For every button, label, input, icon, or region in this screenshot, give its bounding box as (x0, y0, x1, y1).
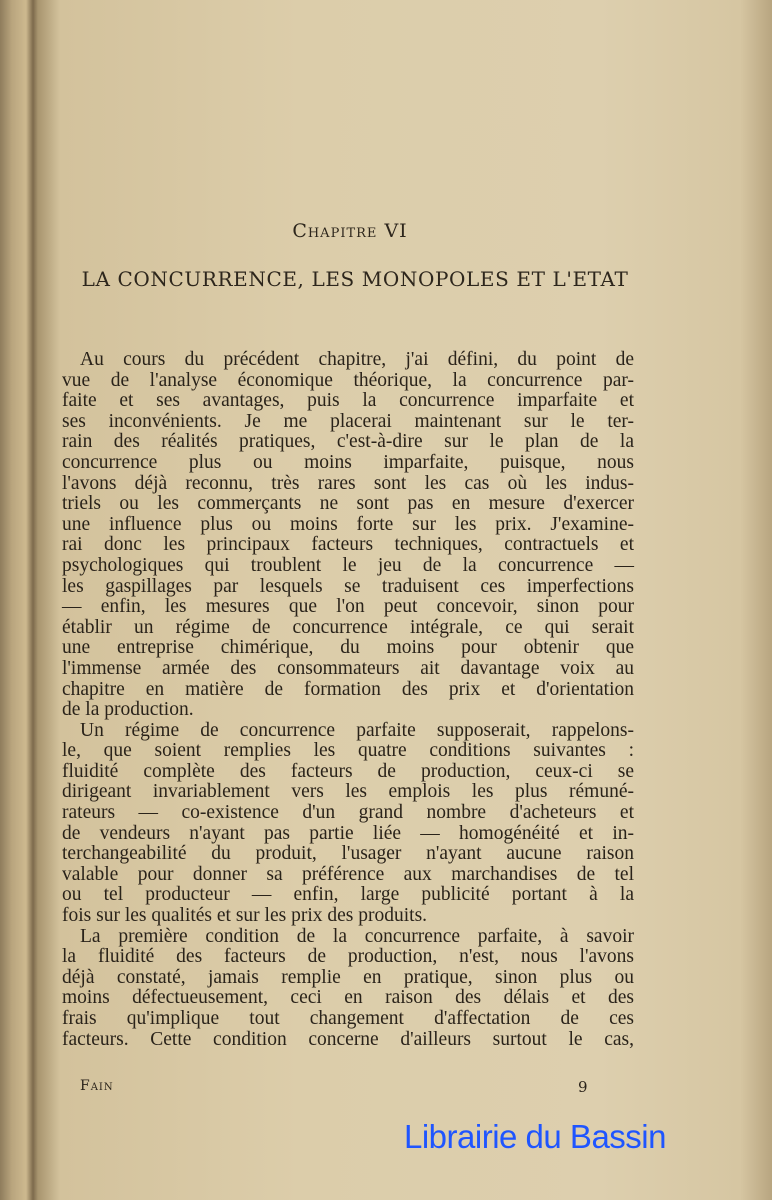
text-line: les gaspillages par lesquels se traduisent ces imperfections (62, 575, 634, 597)
paragraph (62, 927, 634, 1051)
text-line: rain des réalités pratiques, c'est-à-dire sur le plan de la (62, 431, 634, 453)
text-line: — enfin, les mesures que l'on peut concevoir, sinon pour (62, 596, 634, 618)
text-line: l'immense armée des consommateurs ait davantage voix au (62, 657, 634, 679)
text-line: La première condition de la concurrence parfaite, à savoir (80, 925, 634, 947)
text-line: terchangeabilité du produit, l'usager n'ayant aucune raison (62, 843, 634, 865)
text-line: de vendeurs n'ayant pas partie liée — homogénéité et in- (62, 822, 634, 844)
footer-signature: Fain (80, 1078, 114, 1094)
text-line: rai donc les principaux facteurs techniques, contractuels et (62, 534, 634, 556)
text-line: Au cours du précédent chapitre, j'ai défini, du point de (80, 349, 634, 370)
text-line: ou tel producteur — enfin, large publicité portant à la (62, 884, 634, 906)
watermark: Librairie du Bassin (404, 1118, 666, 1155)
paragraph (62, 721, 634, 927)
text-line: vue de l'analyse économique théorique, la concurrence par- (62, 369, 634, 391)
text-line: moins défectueusement, ceci en raison des délais et des (62, 987, 634, 1009)
page-number: 9 (578, 1078, 588, 1096)
chapter-title: LA CONCURRENCE, LES MONOPOLES ET L'ETAT (81, 267, 629, 291)
text-line: la fluidité des facteurs de production, n'est, nous l'avons (62, 946, 634, 968)
text-line: ses inconvénients. Je me placerai maintenant sur le ter- (62, 410, 634, 432)
paragraph (62, 350, 634, 721)
chapter-label: Chapitre VI (292, 220, 408, 242)
text-line: valable pour donner sa préférence aux marchandises de tel (62, 863, 634, 885)
text-line: une entreprise chimérique, du moins pour obtenir que (62, 637, 634, 659)
text-line: facteurs. Cette condition concerne d'ailleurs surtout le cas, (62, 1028, 634, 1050)
text-line: chapitre en matière de formation des prix et d'orientation (62, 678, 634, 700)
body-text (62, 350, 634, 1050)
text-line: dirigeant invariablement vers les emplois les plus rémuné- (62, 781, 634, 803)
text-line: l'avons déjà reconnu, très rares sont les cas où les indus- (62, 472, 634, 494)
text-line: fluidité complète des facteurs de production, ceux-ci se (62, 760, 634, 782)
text-line: Un régime de concurrence parfaite supposerait, rappelons- (80, 719, 634, 741)
text-line: établir un régime de concurrence intégrale, ce qui serait (62, 616, 634, 638)
text-line: concurrence plus ou moins imparfaite, puisque, nous (62, 451, 634, 473)
text-line: triels ou les commerçants ne sont pas en mesure d'exercer (62, 493, 634, 515)
text-line: faite et ses avantages, puis la concurrence imparfaite et (62, 390, 634, 412)
text-line: déjà constaté, jamais remplie en pratique, sinon plus ou (62, 966, 634, 988)
text-line: frais qu'implique tout changement d'affectation de ces (62, 1008, 634, 1029)
text-line: le, que soient remplies les quatre conditions suivantes : (62, 740, 634, 762)
text-line: de la production. (62, 699, 194, 721)
text-line: rateurs — co-existence d'un grand nombre d'acheteurs et (62, 802, 634, 824)
text-line: psychologiques qui troublent le jeu de la concurrence — (62, 554, 634, 576)
text-line: une influence plus ou moins forte sur les prix. J'examine- (62, 513, 634, 535)
text-line: fois sur les qualités et sur les prix des produits. (62, 905, 428, 927)
